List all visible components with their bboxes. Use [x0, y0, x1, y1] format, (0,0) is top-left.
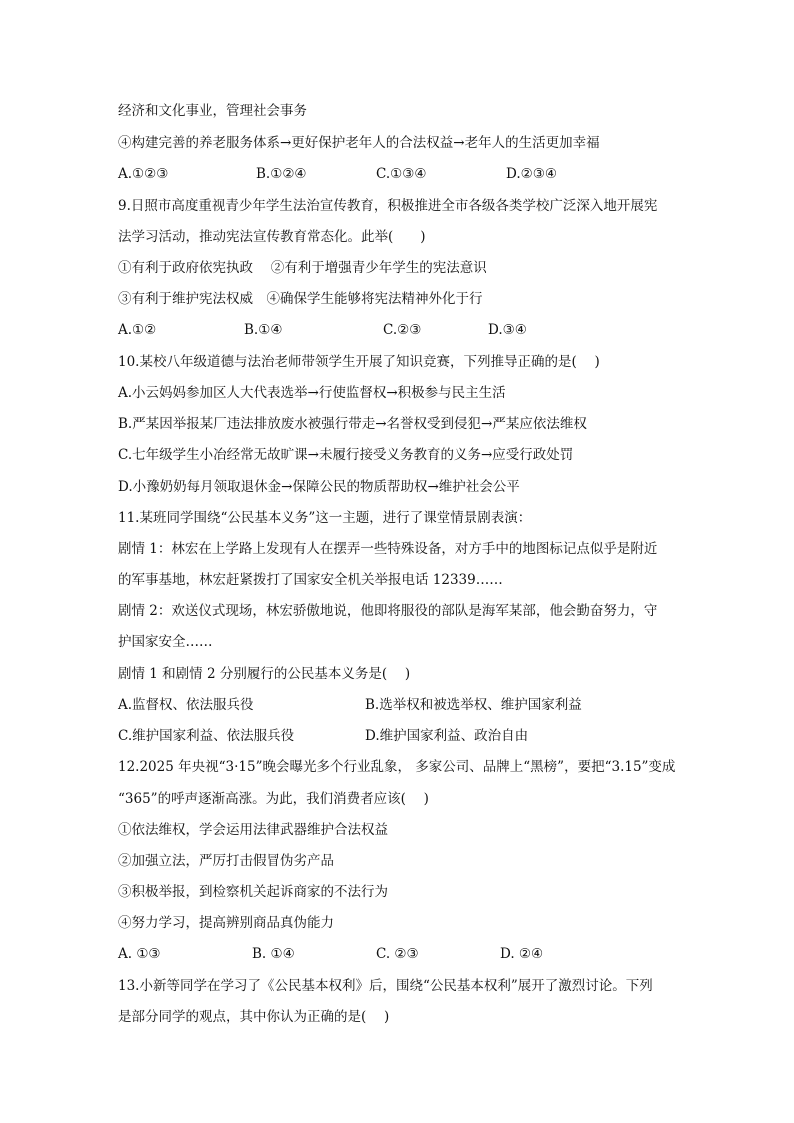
- q12-statement: ②加强立法，严厉打击假冒伪劣产品: [118, 853, 334, 869]
- option-c: C.②③: [383, 322, 422, 338]
- q11-scene: 的军事基地，林宏赶紧拨打了国家安全机关举报电话 12339……: [118, 572, 503, 588]
- q12-statement: ③积极举报，到检察机关起诉商家的不法行为: [118, 884, 388, 900]
- text-line: ④构建完善的养老服务体系→更好保护老年人的合法权益→老年人的生活更加幸福: [118, 135, 600, 151]
- q10-stem: 10.某校八年级道德与法治老师带领学生开展了知识竞赛，下列推导正确的是( ): [118, 354, 600, 370]
- q9-stem: 9.日照市高度重视青少年学生法治宣传教育，积极推进全市各级各类学校广泛深入地开展宪: [118, 198, 658, 214]
- option-a: A.①②③: [118, 166, 169, 182]
- option-b: B. ①④: [252, 946, 295, 962]
- q12-statement: ①依法维权，学会运用法律武器维护合法权益: [118, 822, 388, 838]
- q13-stem: 13.小新等同学在学习了《公民基本权利》后，围绕“公民基本权利”展开了激烈讨论。下列: [118, 978, 653, 994]
- q11-options: [118, 726, 734, 746]
- option-d: D.维护国家利益、政治自由: [365, 728, 529, 744]
- q8-options: [118, 164, 734, 184]
- q9-options: [118, 320, 734, 340]
- option-a: A. ①③: [118, 946, 161, 962]
- q10-option-b: B.严某因举报某厂违法排放废水被强行带走→名誉权受到侵犯→严某应依法维权: [118, 416, 587, 432]
- q11-options: [118, 695, 734, 715]
- q13-stem: 是部分同学的观点，其中你认为正确的是( ): [118, 1009, 390, 1025]
- q12-options: [118, 944, 734, 964]
- q9-statement: ①有利于政府依宪执政 ②有利于增强青少年学生的宪法意识: [118, 260, 487, 276]
- q10-option-a: A.小云妈妈参加区人大代表选举→行使监督权→积极参与民主生活: [118, 385, 506, 401]
- q11-scene: 护国家安全……: [118, 634, 213, 650]
- text-line: 经济和文化事业，管理社会事务: [118, 103, 307, 119]
- q11-stem: 11.某班同学围绕“公民基本义务”这一主题，进行了课堂情景剧表演：: [118, 510, 532, 526]
- option-a: A.①②: [118, 322, 157, 338]
- q11-scene: 剧情 2：欢送仪式现场，林宏骄傲地说，他即将服役的部队是海军某部，他会勤奋努力，守: [118, 603, 658, 619]
- q11-question: 剧情 1 和剧情 2 分别履行的公民基本义务是( ): [118, 666, 411, 682]
- q10-option-c: C.七年级学生小冶经常无故旷课→未履行接受义务教育的义务→应受行政处罚: [118, 447, 574, 463]
- option-c: C.维护国家利益、依法服兵役: [118, 728, 295, 744]
- q11-scene: 剧情 1：林宏在上学路上发现有人在摆弄一些特殊设备，对方手中的地图标记点似乎是附近: [118, 541, 658, 557]
- option-b: B.选举权和被选举权、维护国家利益: [365, 697, 582, 713]
- q12-statement: ④努力学习，提高辨别商品真伪能力: [118, 915, 334, 931]
- q10-option-d: D.小豫奶奶每月领取退休金→保障公民的物质帮助权→维护社会公平: [118, 479, 520, 495]
- option-d: D.③④: [488, 322, 527, 338]
- q12-stem: “365”的呼声逐渐高涨。为此，我们消费者应该( ): [118, 791, 429, 807]
- option-a: A.监督权、依法服兵役: [118, 697, 254, 713]
- q12-stem: 12.2025 年央视“3·15”晚会曝光多个行业乱象， 多家公司、品牌上“黑榜”，要把“3.15”变成: [118, 759, 676, 775]
- q9-statement: ③有利于维护宪法权威 ④确保学生能够将宪法精神外化于行: [118, 291, 483, 307]
- option-c: C. ②③: [376, 946, 419, 962]
- option-d: D. ②④: [500, 946, 544, 962]
- option-b: B.①④: [244, 322, 283, 338]
- q9-stem: 法学习活动，推动宪法宣传教育常态化。此举( ): [118, 229, 426, 245]
- option-d: D.②③④: [506, 166, 557, 182]
- option-c: C.①③④: [376, 166, 427, 182]
- option-b: B.①②④: [256, 166, 307, 182]
